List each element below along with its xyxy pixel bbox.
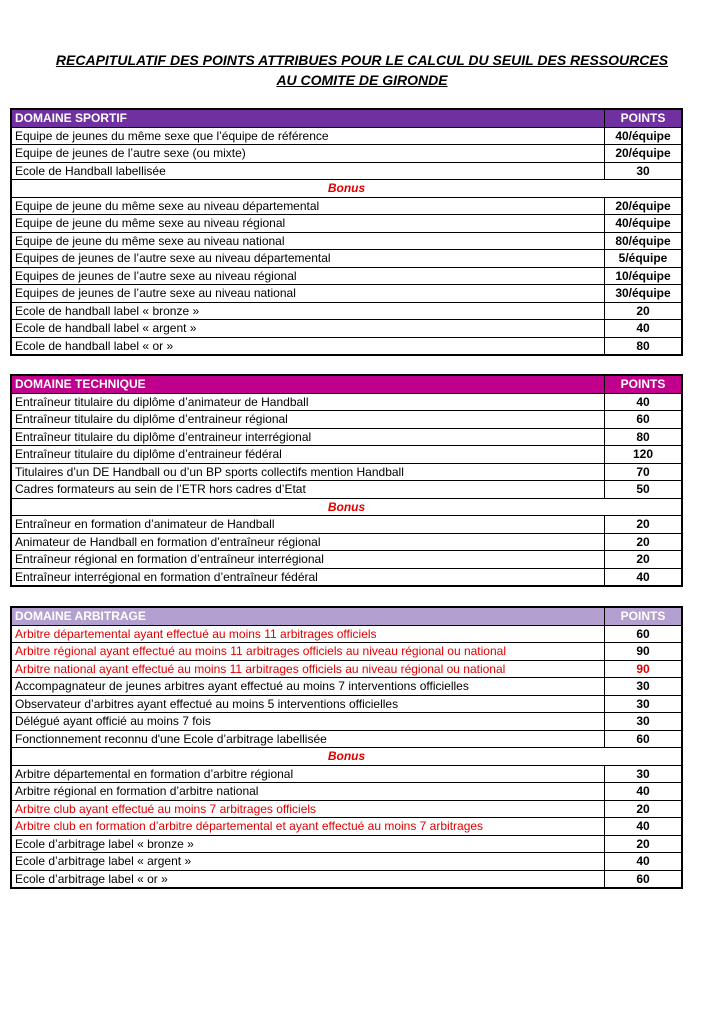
table-domaine-technique — [10, 374, 683, 587]
criterion-label: Equipes de jeunes de l’autre sexe au niveau national — [11, 285, 605, 303]
criterion-label: Ecole de handball label « or » — [11, 337, 605, 355]
table-row — [11, 411, 682, 429]
criterion-points: 40 — [605, 393, 683, 411]
criterion-points: 30 — [605, 678, 683, 696]
criterion-label: Fonctionnement reconnu d'une Ecole d’arbitrage labellisée — [11, 730, 605, 748]
criterion-label: Arbitre club en formation d’arbitre départemental et ayant effectué au moins 7 arbitrages — [11, 818, 605, 836]
table-row — [11, 516, 682, 534]
criterion-label: Arbitre régional ayant effectué au moins 11 arbitrages officiels au niveau régional ou national — [11, 643, 605, 661]
table-row — [11, 568, 682, 586]
criterion-points: 80 — [605, 337, 683, 355]
table-row — [11, 250, 682, 268]
criterion-label: Ecole de handball label « bronze » — [11, 302, 605, 320]
table-row — [11, 853, 682, 871]
section-header-row — [11, 109, 682, 127]
criterion-label: Equipe de jeune du même sexe au niveau départemental — [11, 197, 605, 215]
criterion-points: 50 — [605, 481, 683, 499]
criterion-points: 40 — [605, 783, 683, 801]
table-row — [11, 267, 682, 285]
criterion-points: 80 — [605, 428, 683, 446]
table-row — [11, 870, 682, 888]
criterion-points: 40/équipe — [605, 127, 683, 145]
criterion-label: Accompagnateur de jeunes arbitres ayant effectué au moins 7 interventions officielles — [11, 678, 605, 696]
criterion-label: Ecole de handball label « argent » — [11, 320, 605, 338]
table-row — [11, 145, 682, 163]
table-row — [11, 127, 682, 145]
criterion-label: Arbitre départemental ayant effectué au moins 11 arbitrages officiels — [11, 625, 605, 643]
points-header: POINTS — [605, 607, 683, 625]
table-row — [11, 713, 682, 731]
table-row — [11, 765, 682, 783]
criterion-label: Entraîneur titulaire du diplôme d’entraineur interrégional — [11, 428, 605, 446]
criterion-label: Ecole d’arbitrage label « argent » — [11, 853, 605, 871]
table-row — [11, 730, 682, 748]
criterion-label: Equipe de jeunes du même sexe que l’équipe de référence — [11, 127, 605, 145]
table-row — [11, 533, 682, 551]
criterion-label: Entraîneur régional en formation d’entraîneur interrégional — [11, 551, 605, 569]
table-row — [11, 428, 682, 446]
criterion-label: Animateur de Handball en formation d’entraîneur régional — [11, 533, 605, 551]
table-row — [11, 285, 682, 303]
section-header: DOMAINE TECHNIQUE — [11, 375, 605, 393]
criterion-points: 40/équipe — [605, 215, 683, 233]
criterion-points: 10/équipe — [605, 267, 683, 285]
criterion-points: 40 — [605, 818, 683, 836]
table-row — [11, 551, 682, 569]
bonus-label: Bonus — [11, 748, 682, 766]
criterion-label: Entraîneur en formation d’animateur de Handball — [11, 516, 605, 534]
bonus-row — [11, 748, 682, 766]
table-row — [11, 320, 682, 338]
criterion-points: 20 — [605, 551, 683, 569]
table-row — [11, 800, 682, 818]
criterion-label: Ecole d’arbitrage label « bronze » — [11, 835, 605, 853]
criterion-points: 80/équipe — [605, 232, 683, 250]
table-row — [11, 162, 682, 180]
criterion-label: Entraîneur interrégional en formation d’entraîneur fédéral — [11, 568, 605, 586]
criterion-label: Arbitre départemental en formation d’arbitre régional — [11, 765, 605, 783]
criterion-label: Equipes de jeunes de l’autre sexe au niveau régional — [11, 267, 605, 285]
table-row — [11, 660, 682, 678]
criterion-label: Entraîneur titulaire du diplôme d’entraineur régional — [11, 411, 605, 429]
table-row — [11, 481, 682, 499]
criterion-points: 20/équipe — [605, 145, 683, 163]
criterion-points: 40 — [605, 853, 683, 871]
criterion-label: Equipe de jeune du même sexe au niveau national — [11, 232, 605, 250]
criterion-points: 30 — [605, 765, 683, 783]
criterion-points: 30 — [605, 713, 683, 731]
bonus-label: Bonus — [11, 180, 682, 198]
criterion-points: 90 — [605, 643, 683, 661]
criterion-points: 20/équipe — [605, 197, 683, 215]
table-row — [11, 337, 682, 355]
table-row — [11, 232, 682, 250]
document-title-line-1: RECAPITULATIF DES POINTS ATTRIBUES POUR LE CALCUL DU SEUIL DES RESSOURCES — [55, 52, 669, 68]
section-header-row — [11, 375, 682, 393]
section-header-row — [11, 607, 682, 625]
criterion-points: 60 — [605, 625, 683, 643]
table-row — [11, 625, 682, 643]
points-header: POINTS — [605, 109, 683, 127]
criterion-points: 40 — [605, 568, 683, 586]
criterion-points: 30 — [605, 695, 683, 713]
document-title-line-2: AU COMITE DE GIRONDE — [276, 72, 448, 88]
section-header: DOMAINE SPORTIF — [11, 109, 605, 127]
criterion-label: Arbitre national ayant effectué au moins 11 arbitrages officiels au niveau régional ou national — [11, 660, 605, 678]
table-row — [11, 695, 682, 713]
table-row — [11, 678, 682, 696]
criterion-label: Arbitre club ayant effectué au moins 7 arbitrages officiels — [11, 800, 605, 818]
criterion-label: Titulaires d’un DE Handball ou d’un BP sports collectifs mention Handball — [11, 463, 605, 481]
table-row — [11, 835, 682, 853]
table-domaine-sportif — [10, 108, 683, 356]
table-row — [11, 215, 682, 233]
criterion-label: Entraîneur titulaire du diplôme d’animateur de Handball — [11, 393, 605, 411]
criterion-points: 20 — [605, 302, 683, 320]
criterion-label: Ecole d’arbitrage label « or » — [11, 870, 605, 888]
criterion-points: 70 — [605, 463, 683, 481]
criterion-points: 5/équipe — [605, 250, 683, 268]
table-row — [11, 302, 682, 320]
criterion-points: 20 — [605, 835, 683, 853]
criterion-label: Cadres formateurs au sein de l’ETR hors cadres d’Etat — [11, 481, 605, 499]
table-row — [11, 197, 682, 215]
table-row — [11, 643, 682, 661]
bonus-row — [11, 180, 682, 198]
criterion-label: Entraîneur titulaire du diplôme d’entraineur fédéral — [11, 446, 605, 464]
bonus-row — [11, 498, 682, 516]
table-row — [11, 783, 682, 801]
criterion-label: Equipe de jeune du même sexe au niveau régional — [11, 215, 605, 233]
criterion-label: Equipes de jeunes de l’autre sexe au niveau départemental — [11, 250, 605, 268]
criterion-points: 120 — [605, 446, 683, 464]
criterion-points: 20 — [605, 800, 683, 818]
criterion-points: 60 — [605, 730, 683, 748]
table-row — [11, 393, 682, 411]
points-header: POINTS — [605, 375, 683, 393]
criterion-points: 30 — [605, 162, 683, 180]
criterion-points: 20 — [605, 533, 683, 551]
criterion-points: 60 — [605, 870, 683, 888]
criterion-label: Délégué ayant officié au moins 7 fois — [11, 713, 605, 731]
table-row — [11, 446, 682, 464]
criterion-label: Arbitre régional en formation d’arbitre national — [11, 783, 605, 801]
criterion-label: Ecole de Handball labellisée — [11, 162, 605, 180]
criterion-points: 20 — [605, 516, 683, 534]
criterion-points: 90 — [605, 660, 683, 678]
table-row — [11, 463, 682, 481]
table-row — [11, 818, 682, 836]
table-domaine-arbitrage — [10, 606, 683, 889]
criterion-label: Equipe de jeunes de l’autre sexe (ou mixte) — [11, 145, 605, 163]
section-header: DOMAINE ARBITRAGE — [11, 607, 605, 625]
criterion-points: 60 — [605, 411, 683, 429]
criterion-label: Observateur d’arbitres ayant effectué au moins 5 interventions officielles — [11, 695, 605, 713]
criterion-points: 30/équipe — [605, 285, 683, 303]
criterion-points: 40 — [605, 320, 683, 338]
bonus-label: Bonus — [11, 498, 682, 516]
